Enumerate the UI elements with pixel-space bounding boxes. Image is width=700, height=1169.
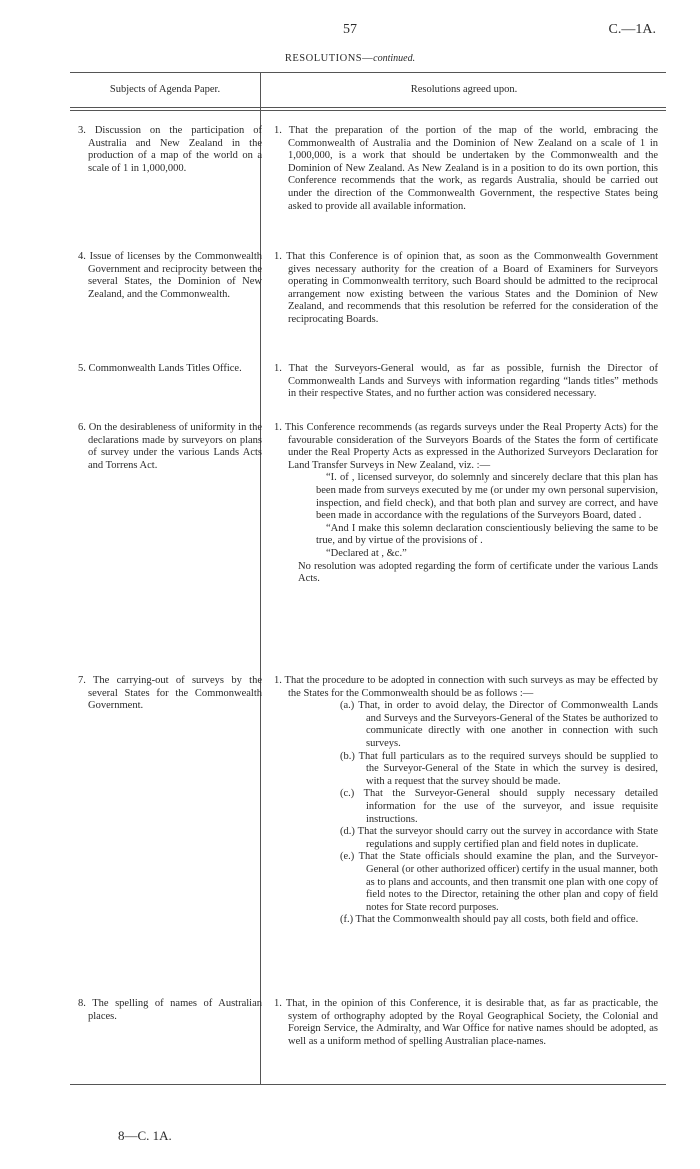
subitem-a: (a.) That, in order to avoid delay, the Director of Commonwealth Lands and Surveys and the Surveyors-General of the States be authorized to communicate directly with one another in connection with such surveys.: [340, 700, 658, 749]
subitem-f: (f.) That the Commonwealth should pay all costs, both field and office.: [340, 914, 639, 926]
resolution-text: 1. That the preparation of the portion of the map of the world, embracing the Commonwealth of Australia and the Dominion of New Zealand on a scale of 1 in 1,000,000, is a work that should be undertaken by the Commonwealth and the Dominion of New Zealand. As New Zealand is in a position to do its own portion, this Conference recommends that the work, as regards Australia, should be carried out under the direction of the Commonwealth Government, the respective States being asked to provide all available information.: [274, 125, 658, 212]
column-header-resolutions: Resolutions agreed upon.: [410, 84, 518, 95]
resolution-item-8: [264, 998, 658, 1048]
subject-item-4: 4. Issue of licenses by the Commonwealth Government and reciprocity between the several States, the Dominion of New Zealand, and the Commonwealth.: [78, 251, 262, 300]
declaration-paragraph-1: “I. of , licensed surveyor, do solemnly and sincerely declare that this plan has been made from surveys executed by me (or under my own personal supervision, inspection, and field check), and that both plan and survey are correct, and have been made in accordance with the regulations of the Surveyors Board, dated .: [316, 472, 658, 522]
table-bottom-rule: [70, 1084, 666, 1085]
subject-item-3: 3. Discussion on the participation of Australia and New Zealand in the production of a map of the world on a scale of 1 in 1,000,000.: [78, 125, 262, 174]
table-top-rule: [70, 72, 666, 73]
subitem-d: (d.) That the surveyor should carry out the survey in accordance with State regulations and supply certified plan and field notes in duplicate.: [340, 826, 658, 850]
page-title: [0, 53, 700, 64]
header-bottom-rule: [70, 107, 666, 108]
page-title-suffix: continued.: [373, 53, 416, 64]
column-divider: [260, 73, 261, 1085]
resolution-text: 1. This Conference recommends (as regards surveys under the Real Property Acts) for the favourable consideration of the Surveyors Boards of the States the form of certificate under the Real Property Acts as expressed in the Authorized Surveyors Declaration for Land Transfer Surveys in New Zealand, viz. :—: [274, 422, 658, 471]
resolution-item-6: [264, 422, 658, 586]
resolution-text: 1. That, in the opinion of this Conference, it is desirable that, as far as practicable, the system of orthography adopted by the Royal Geographical Society, the Colonial and Foreign Service, the Admiralty, and War Office for native names should be adopted, as well as a uniform method of spelling Australian place-names.: [274, 998, 658, 1047]
subject-item-7: 7. The carrying-out of surveys by the several States for the Commonwealth Government.: [78, 675, 262, 712]
column-header-subjects: Subjects of Agenda Paper.: [109, 84, 221, 95]
resolution-text: 1. That the procedure to be adopted in connection with such surveys as may be effected by the States for the Commonwealth should be as follows :—: [274, 675, 658, 699]
header-bottom-rule-double: [70, 110, 666, 111]
subitem-c: (c.) That the Surveyor-General should supply necessary detailed information for the use of the surveyor, and issue requisite instructions.: [340, 788, 658, 825]
subject-item-8: 8. The spelling of names of Australian places.: [78, 998, 262, 1022]
resolution-item-3: [264, 125, 658, 213]
subject-item-6: 6. On the desirableness of uniformity in the declarations made by surveyors on plans of survey under the various Lands Acts and Torrens Act.: [78, 422, 262, 471]
resolution-text: 1. That this Conference is of opinion that, as soon as the Commonwealth Government gives necessary authority for the creation of a Board of Examiners for Surveyors operating in Commonwealth territory, such Board should be admitted to the reciprocal arrangement now existing between the various States and the Dominion of New Zealand, and recommends that this resolution be referred for the consideration of the reciprocating Boards.: [274, 251, 658, 325]
resolution-item-5: [264, 363, 658, 401]
declaration-paragraph-2: “And I make this solemn declaration conscientiously believing the same to be true, and by virtue of the provisions of .: [316, 522, 658, 547]
declaration-closing: “Declared at , &c.”: [326, 547, 407, 559]
resolution-item-4: [264, 251, 658, 327]
document-code: C.—1A.: [608, 22, 656, 37]
resolution-text: 1. That the Surveyors-General would, as far as possible, furnish the Director of Commonwealth Lands and Surveys with information regarding “lands titles” methods in their respective States, and no further action was considered necessary.: [274, 363, 658, 400]
resolution-item-7: [264, 675, 658, 927]
page-number: 57: [343, 22, 357, 37]
subitem-b: (b.) That full particulars as to the required surveys should be supplied to the Surveyor-General of the State in which the survey is desired, with a request that the survey should be made.: [340, 750, 658, 787]
page-title-main: RESOLUTIONS—: [284, 53, 374, 64]
footer-code: 8—C. 1A.: [118, 1128, 172, 1143]
resolution-note: No resolution was adopted regarding the form of certificate under the various Lands Acts.: [298, 560, 658, 585]
subject-item-5: 5. Commonwealth Lands Titles Office.: [78, 363, 242, 374]
subitem-e: (e.) That the State officials should examine the plan, and the Surveyor-General (or other authorized officer) certify in the usual manner, both as to plans and accounts, and then transmit one plan with one copy of field notes to the Director, retaining the other plan and copy of field notes for State record purposes.: [340, 851, 658, 913]
